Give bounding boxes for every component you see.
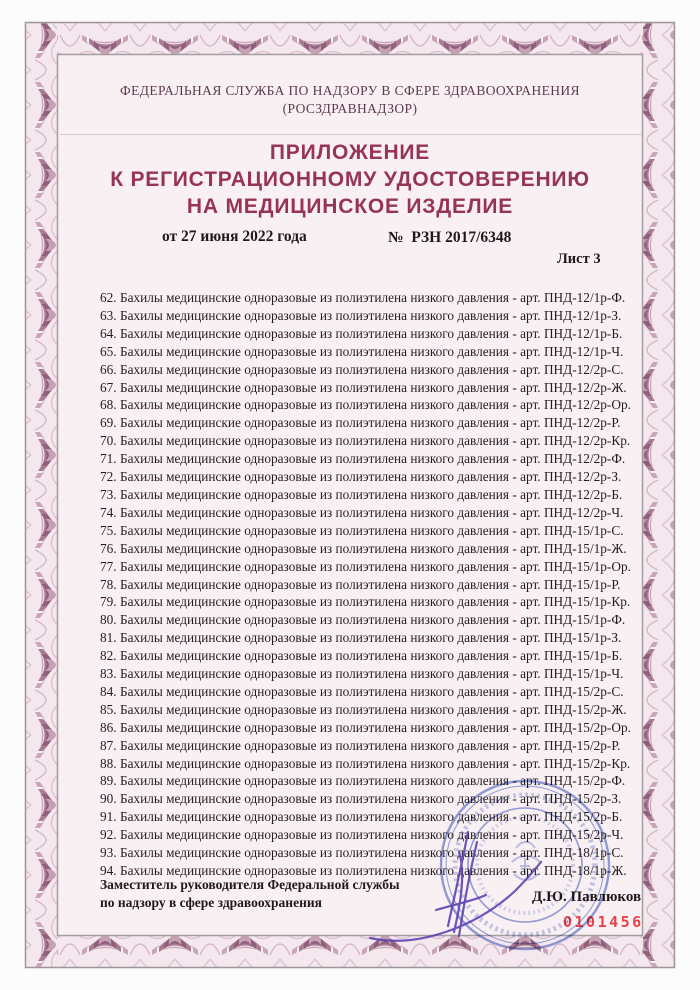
issuer-name-line2: (РОСЗДРАВНАДЗОР) — [282, 101, 418, 116]
list-item: 70. Бахилы медицинские одноразовые из полиэтилена низкого давления - арт. ПНД-12/2р-Кр. — [100, 433, 631, 449]
signatory-position-line1: Заместитель руководителя Федеральной службы — [100, 877, 400, 892]
list-item: 79. Бахилы медицинские одноразовые из полиэтилена низкого давления - арт. ПНД-15/1р-Кр. — [100, 594, 631, 610]
list-item: 68. Бахилы медицинские одноразовые из полиэтилена низкого давления - арт. ПНД-12/2р-Ор. — [100, 397, 631, 413]
list-item: 87. Бахилы медицинские одноразовые из полиэтилена низкого давления - арт. ПНД-15/2р-Р. — [100, 737, 621, 753]
list-item: 64. Бахилы медицинские одноразовые из полиэтилена низкого давления - арт. ПНД-12/1р-Б. — [100, 325, 623, 341]
list-item: 73. Бахилы медицинские одноразовые из полиэтилена низкого давления - арт. ПНД-12/2р-Б. — [100, 486, 623, 502]
list-item: 88. Бахилы медицинские одноразовые из полиэтилена низкого давления - арт. ПНД-15/2р-Кр. — [100, 755, 631, 771]
document-title-line2: К РЕГИСТРАЦИОННОМУ УДОСТОВЕРЕНИЮ — [110, 168, 590, 191]
signatory-name: Д.Ю. Павлюков — [532, 889, 642, 905]
list-item: 83. Бахилы медицинские одноразовые из полиэтилена низкого давления - арт. ПНД-15/1р-Ч. — [100, 666, 624, 682]
list-item: 72. Бахилы медицинские одноразовые из полиэтилена низкого давления - арт. ПНД-12/2р-З. — [100, 469, 622, 485]
list-item: 81. Бахилы медицинские одноразовые из полиэтилена низкого давления - арт. ПНД-15/1р-З. — [100, 630, 622, 646]
list-item: 69. Бахилы медицинские одноразовые из полиэтилена низкого давления - арт. ПНД-12/2р-Р. — [100, 415, 621, 431]
list-item: 75. Бахилы медицинские одноразовые из полиэтилена низкого давления - арт. ПНД-15/1р-С. — [100, 522, 624, 538]
sheet-number-label: Лист 3 — [557, 251, 601, 267]
list-item: 77. Бахилы медицинские одноразовые из полиэтилена низкого давления - арт. ПНД-15/1р-Ор. — [100, 558, 631, 574]
list-item: 94. Бахилы медицинские одноразовые из полиэтилена низкого давления - арт. ПНД-18/1р-Ж. — [100, 863, 627, 878]
handwritten-signature — [350, 812, 650, 952]
list-item: 74. Бахилы медицинские одноразовые из полиэтилена низкого давления - арт. ПНД-12/2р-Ч. — [100, 504, 624, 520]
list-item: 66. Бахилы медицинские одноразовые из полиэтилена низкого давления - арт. ПНД-12/2р-С. — [100, 361, 624, 377]
list-item: 62. Бахилы медицинские одноразовые из полиэтилена низкого давления - арт. ПНД-12/1р-Ф. — [100, 290, 626, 305]
list-item: 84. Бахилы медицинские одноразовые из полиэтилена низкого давления - арт. ПНД-15/2р-С. — [100, 683, 624, 699]
header-divider-line — [60, 134, 642, 135]
list-item: 65. Бахилы медицинские одноразовые из полиэтилена низкого давления - арт. ПНД-12/1р-Ч. — [100, 343, 624, 359]
list-item: 86. Бахилы медицинские одноразовые из полиэтилена низкого давления - арт. ПНД-15/2р-Ор. — [100, 719, 631, 735]
list-item: 67. Бахилы медицинские одноразовые из полиэтилена низкого давления - арт. ПНД-12/2р-Ж. — [100, 379, 627, 395]
list-item: 82. Бахилы медицинские одноразовые из полиэтилена низкого давления - арт. ПНД-15/1р-Б. — [100, 648, 623, 664]
list-item: 78. Бахилы медицинские одноразовые из полиэтилена низкого давления - арт. ПНД-15/1р-Р. — [100, 576, 621, 592]
signatory-position-line2: по надзору в сфере здравоохранения — [100, 895, 322, 910]
document-title-line3: НА МЕДИЦИНСКОЕ ИЗДЕЛИЕ — [186, 195, 514, 218]
list-item: 89. Бахилы медицинские одноразовые из полиэтилена низкого давления - арт. ПНД-15/2р-Ф. — [100, 773, 626, 789]
list-item: 93. Бахилы медицинские одноразовые из полиэтилена низкого давления - арт. ПНД-18/1р-С. — [100, 845, 624, 861]
issuer-name-line1: ФЕДЕРАЛЬНАЯ СЛУЖБА ПО НАДЗОРУ В СФЕРЕ ЗДРАВООХРАНЕНИЯ — [120, 83, 580, 98]
list-item: 90. Бахилы медицинские одноразовые из полиэтилена низкого давления - арт. ПНД-15/2р-З. — [100, 791, 622, 807]
list-item: 63. Бахилы медицинские одноразовые из полиэтилена низкого давления - арт. ПНД-12/1р-З. — [100, 307, 622, 323]
list-item: 85. Бахилы медицинские одноразовые из полиэтилена низкого давления - арт. ПНД-15/2р-Ж. — [100, 701, 627, 717]
list-item: 80. Бахилы медицинские одноразовые из полиэтилена низкого давления - арт. ПНД-15/1р-Ф. — [100, 612, 626, 628]
issue-date: от 27 июня 2022 года — [162, 228, 307, 245]
list-item: 71. Бахилы медицинские одноразовые из полиэтилена низкого давления - арт. ПНД-12/2р-Ф. — [100, 451, 626, 467]
serial-number: 0101456 — [563, 913, 644, 931]
list-item: 76. Бахилы медицинские одноразовые из полиэтилена низкого давления - арт. ПНД-15/1р-Ж. — [100, 540, 627, 556]
list-item: 91. Бахилы медицинские одноразовые из полиэтилена низкого давления - арт. ПНД-15/2р-Б. — [100, 809, 623, 825]
list-item: 92. Бахилы медицинские одноразовые из полиэтилена низкого давления - арт. ПНД-15/2р-Ч. — [100, 827, 624, 843]
document-title-line1: ПРИЛОЖЕНИЕ — [269, 141, 431, 164]
registration-number: № РЗН 2017/6348 — [388, 229, 512, 246]
